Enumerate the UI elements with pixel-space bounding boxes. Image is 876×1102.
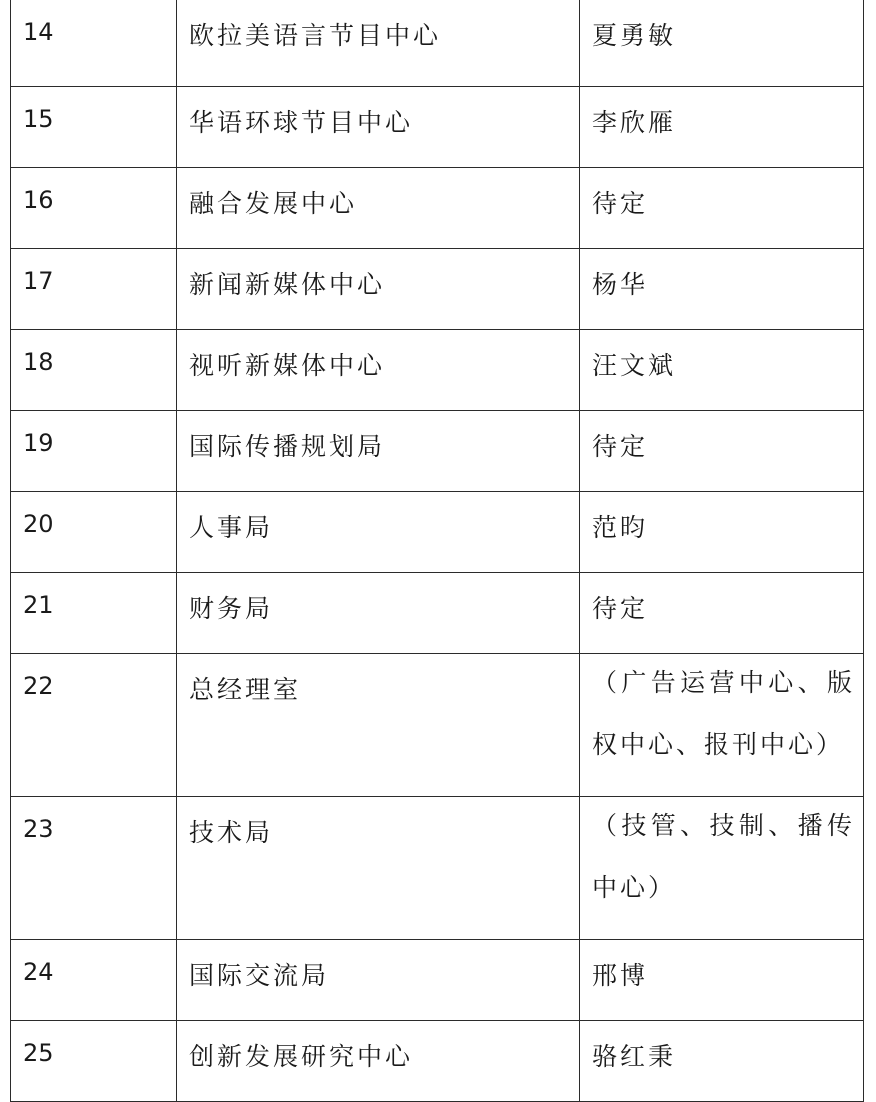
table-row	[11, 492, 864, 573]
department-name: 欧拉美语言节目中心	[177, 0, 580, 87]
department-head: 夏勇敏	[580, 0, 864, 87]
row-number: 25	[11, 1021, 177, 1102]
table-row	[11, 1021, 864, 1102]
row-number: 23	[11, 797, 177, 940]
table-row	[11, 940, 864, 1021]
table-row	[11, 573, 864, 654]
row-number: 18	[11, 330, 177, 411]
row-number: 16	[11, 168, 177, 249]
department-name: 人事局	[177, 492, 580, 573]
department-head: 杨华	[580, 249, 864, 330]
table-row	[11, 411, 864, 492]
department-name: 总经理室	[177, 654, 580, 797]
department-head: 待定	[580, 411, 864, 492]
row-number: 22	[11, 654, 177, 797]
row-number: 21	[11, 573, 177, 654]
table-row	[11, 330, 864, 411]
department-head-cell	[580, 654, 864, 797]
department-name: 国际传播规划局	[177, 411, 580, 492]
row-number: 19	[11, 411, 177, 492]
department-head: 李欣雁	[580, 87, 864, 168]
row-number: 15	[11, 87, 177, 168]
table-row	[11, 654, 864, 797]
row-number: 20	[11, 492, 177, 573]
department-head: 待定	[580, 168, 864, 249]
department-name: 融合发展中心	[177, 168, 580, 249]
department-head: （广告运营中心、版权中心、报刊中心）	[592, 668, 855, 759]
table-row	[11, 0, 864, 87]
row-number: 17	[11, 249, 177, 330]
department-name: 创新发展研究中心	[177, 1021, 580, 1102]
department-head: 邢博	[580, 940, 864, 1021]
department-head: （技管、技制、播传中心）	[592, 811, 855, 902]
table-row	[11, 797, 864, 940]
department-name: 财务局	[177, 573, 580, 654]
roster-table	[10, 0, 864, 1102]
row-number: 24	[11, 940, 177, 1021]
department-head: 骆红秉	[580, 1021, 864, 1102]
department-head: 范昀	[580, 492, 864, 573]
department-name: 视听新媒体中心	[177, 330, 580, 411]
table-row	[11, 168, 864, 249]
department-head: 汪文斌	[580, 330, 864, 411]
department-name: 华语环球节目中心	[177, 87, 580, 168]
table-row	[11, 87, 864, 168]
row-number: 14	[11, 0, 177, 87]
table-row	[11, 249, 864, 330]
department-head-cell	[580, 797, 864, 940]
department-name: 国际交流局	[177, 940, 580, 1021]
department-name: 技术局	[177, 797, 580, 940]
department-head: 待定	[580, 573, 864, 654]
department-name: 新闻新媒体中心	[177, 249, 580, 330]
